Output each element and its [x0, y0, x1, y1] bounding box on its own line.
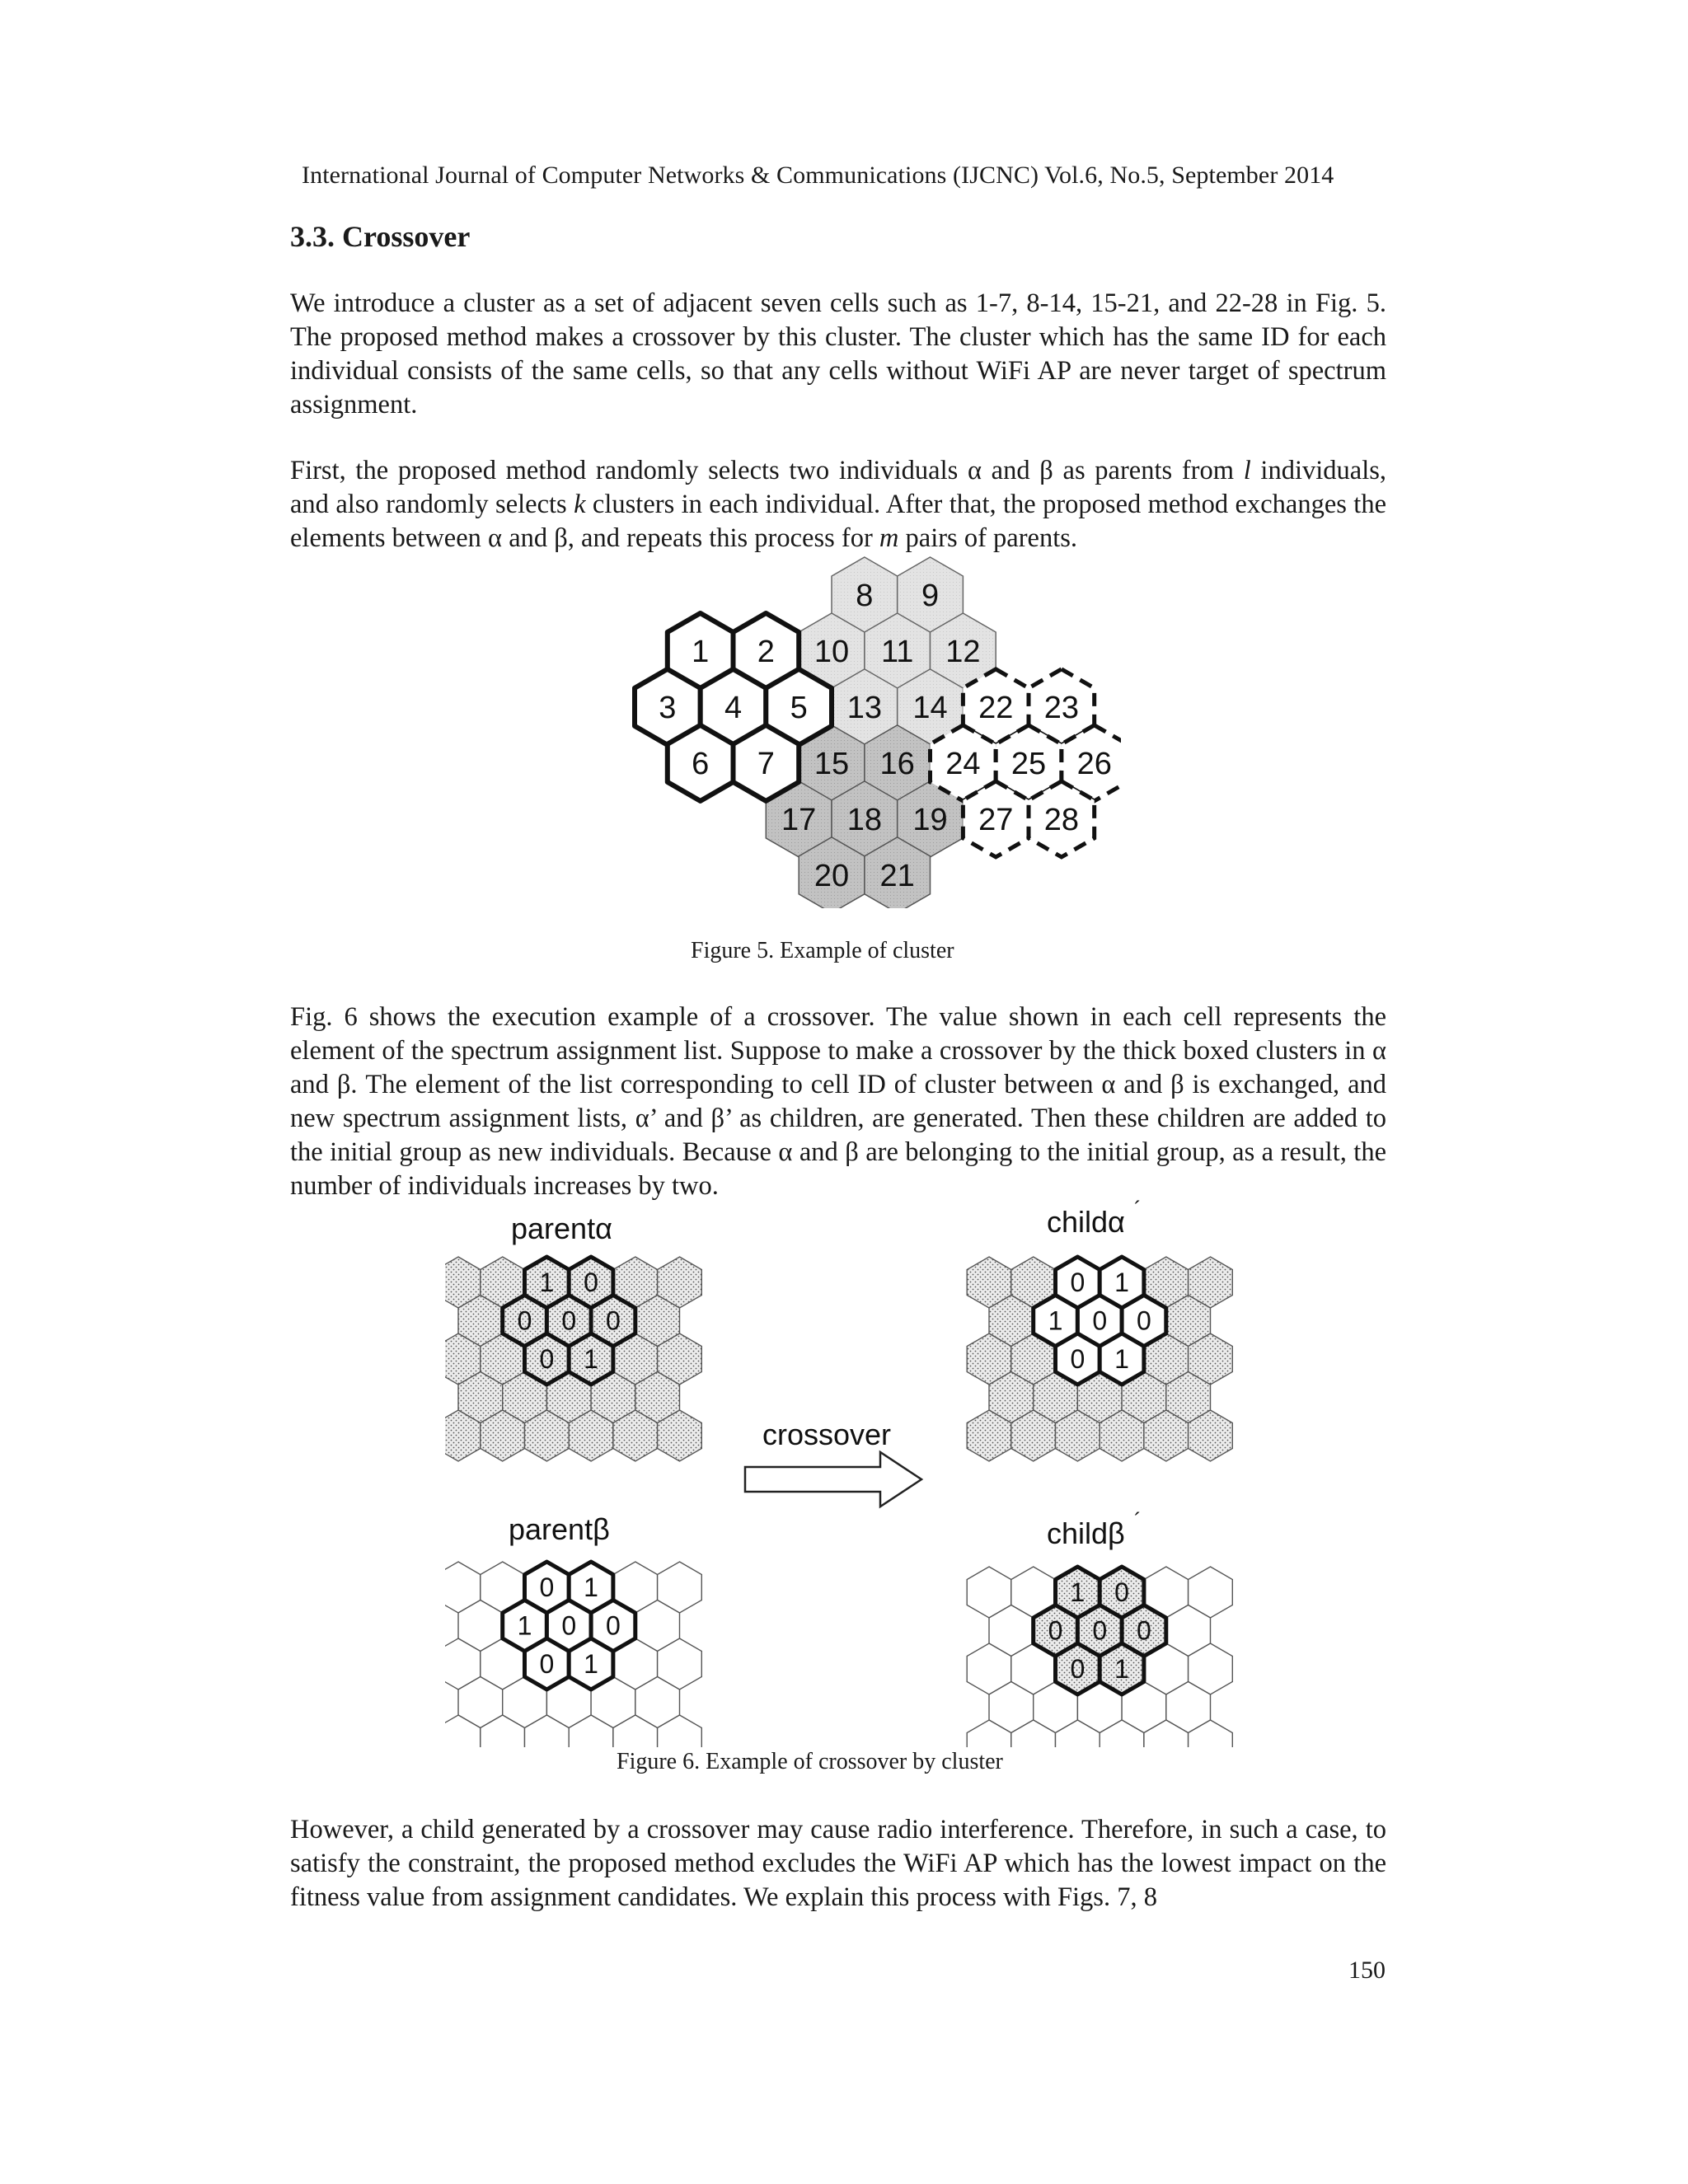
cell-id-label: 24 [945, 746, 981, 781]
cell-value: 0 [561, 1305, 577, 1336]
parent-alpha-label: parentα [511, 1212, 612, 1245]
cell-id-label: 19 [912, 802, 948, 837]
figure-5-cluster-diagram [577, 546, 1121, 908]
cell-id-label: 2 [757, 634, 775, 669]
cell-id-label: 9 [921, 579, 940, 613]
cell-id-label: 28 [1043, 802, 1080, 837]
cell-id-label: 20 [814, 858, 850, 893]
cell-id-label: 15 [814, 746, 850, 781]
cell-value: 0 [1092, 1615, 1108, 1646]
cell-value: 1 [539, 1268, 555, 1297]
cell-value: 0 [1070, 1268, 1085, 1297]
figure-6-caption: Figure 6. Example of crossover by cluster [617, 1749, 1003, 1774]
child-alpha-label: childα [1047, 1205, 1125, 1239]
cell-value: 0 [1070, 1654, 1085, 1684]
child-beta-label: childβ [1047, 1516, 1125, 1550]
cell-id-label: 13 [846, 690, 883, 725]
child-alpha-grid [967, 1257, 1232, 1461]
cell-id-label: 14 [912, 690, 948, 725]
var-m: m [879, 523, 899, 553]
cell-value: 1 [1114, 1268, 1129, 1297]
cell-id-label: 25 [1010, 746, 1047, 781]
parent-alpha-grid [445, 1257, 701, 1461]
cell-value: 0 [584, 1268, 598, 1297]
paragraph-crossover-example: Fig. 6 shows the execution example of a crossover. The value shown in each cell represents the element of the spectrum assignment list. Suppose to make a crossover by the thick boxed clusters in α and β. The element of the list corresponding to cell ID of cluster between α and β is exchanged, and new spectrum assignment lists, α’ and β’ as children, are generated. Then these children are added to the initial group as new individuals. Because α and β are belonging to the initial group, as a result, the number of individuals increases by two. [290, 1002, 1386, 1201]
cell-id-label: 18 [846, 802, 883, 837]
child-beta-prime: ´ [1134, 1508, 1142, 1533]
para2-text-2: individuals, and also randomly selects [290, 456, 1386, 519]
cell-id-label: 4 [724, 690, 743, 725]
cell-value: 1 [584, 1344, 598, 1374]
cell-id-label: 21 [879, 858, 915, 893]
cell-value: 0 [539, 1649, 555, 1679]
cell-value: 0 [606, 1305, 621, 1336]
para2-text-4: pairs of parents. [898, 523, 1078, 553]
cell-id-label: 1 [692, 634, 710, 669]
cell-value: 1 [517, 1610, 532, 1641]
cell-id-label: 7 [757, 746, 775, 781]
cell-value: 0 [517, 1305, 532, 1336]
child-alpha-prime: ´ [1134, 1197, 1142, 1221]
cell-value: 0 [1092, 1305, 1108, 1336]
cell-value: 0 [1137, 1615, 1151, 1646]
cell-id-label: 16 [879, 746, 915, 781]
cell-value: 1 [1114, 1344, 1129, 1374]
cell-value: 1 [1070, 1577, 1085, 1607]
cell-value: 0 [539, 1572, 555, 1602]
paragraph-cluster-definition: We introduce a cluster as a set of adjacent seven cells such as 1-7, 8-14, 15-21, and 22-28 in Fig. 5. The proposed method makes a crossover by this cluster. The cluster which has the same ID for each individual consists of the same cells, so that any cells without WiFi AP are never target of spectrum assignment. [290, 288, 1386, 419]
running-header: International Journal of Computer Networks & Communications (IJCNC) Vol.6, No.5, September 2014 [302, 162, 1334, 189]
parent-beta-label: parentβ [509, 1512, 610, 1546]
cell-value: 1 [1114, 1654, 1129, 1684]
figure-5-caption: Figure 5. Example of cluster [691, 938, 954, 963]
cell-id-label: 11 [880, 634, 914, 669]
var-l: l [1243, 456, 1251, 485]
cell-id-label: 23 [1043, 690, 1080, 725]
cell-value: 0 [1137, 1305, 1151, 1336]
cell-value: 0 [539, 1344, 555, 1374]
cell-id-label: 22 [978, 690, 1014, 725]
cell-value: 1 [584, 1649, 598, 1679]
figure-6-crossover-diagram [445, 1236, 1236, 1747]
cell-id-label: 17 [781, 802, 817, 837]
crossover-arrow-label: crossover [762, 1418, 892, 1451]
crossover-arrow [745, 1452, 921, 1507]
parent-beta-grid [445, 1562, 701, 1747]
cell-id-label: 6 [692, 746, 710, 781]
cell-value: 0 [606, 1610, 621, 1641]
cell-id-label: 10 [814, 634, 850, 669]
page-number: 150 [1348, 1957, 1386, 1984]
cell-id-label: 12 [945, 634, 981, 669]
cell-id-label: 27 [978, 802, 1014, 837]
paragraph-parent-selection [290, 454, 1386, 555]
cell-id-label: 5 [790, 690, 808, 725]
cell-value: 0 [1070, 1344, 1085, 1374]
para2-text-3: clusters in each individual. After that, the proposed method exchanges the elements between α and β, and repeats this process for [290, 490, 1387, 553]
var-k: k [574, 490, 586, 519]
cell-value: 0 [1048, 1615, 1063, 1646]
child-beta-grid [967, 1567, 1232, 1747]
paragraph-radio-interference: However, a child generated by a crossover may cause radio interference. Therefore, in such a case, to satisfy the constraint, the proposed method excludes the WiFi AP which has the lowest impact on the fitness value from assignment candidates. We explain this process with Figs. 7, 8 [290, 1815, 1386, 1912]
cell-id-label: 3 [659, 690, 677, 725]
cell-value: 1 [584, 1572, 598, 1602]
cell-value: 0 [1114, 1577, 1129, 1607]
cell-id-label: 26 [1076, 746, 1112, 781]
para2-text-1: First, the proposed method randomly selects two individuals α and β as parents from [290, 456, 1244, 485]
cell-value: 0 [561, 1610, 577, 1641]
cell-value: 1 [1048, 1305, 1063, 1336]
section-title: 3.3. Crossover [290, 220, 471, 253]
cell-id-label: 8 [856, 579, 874, 613]
